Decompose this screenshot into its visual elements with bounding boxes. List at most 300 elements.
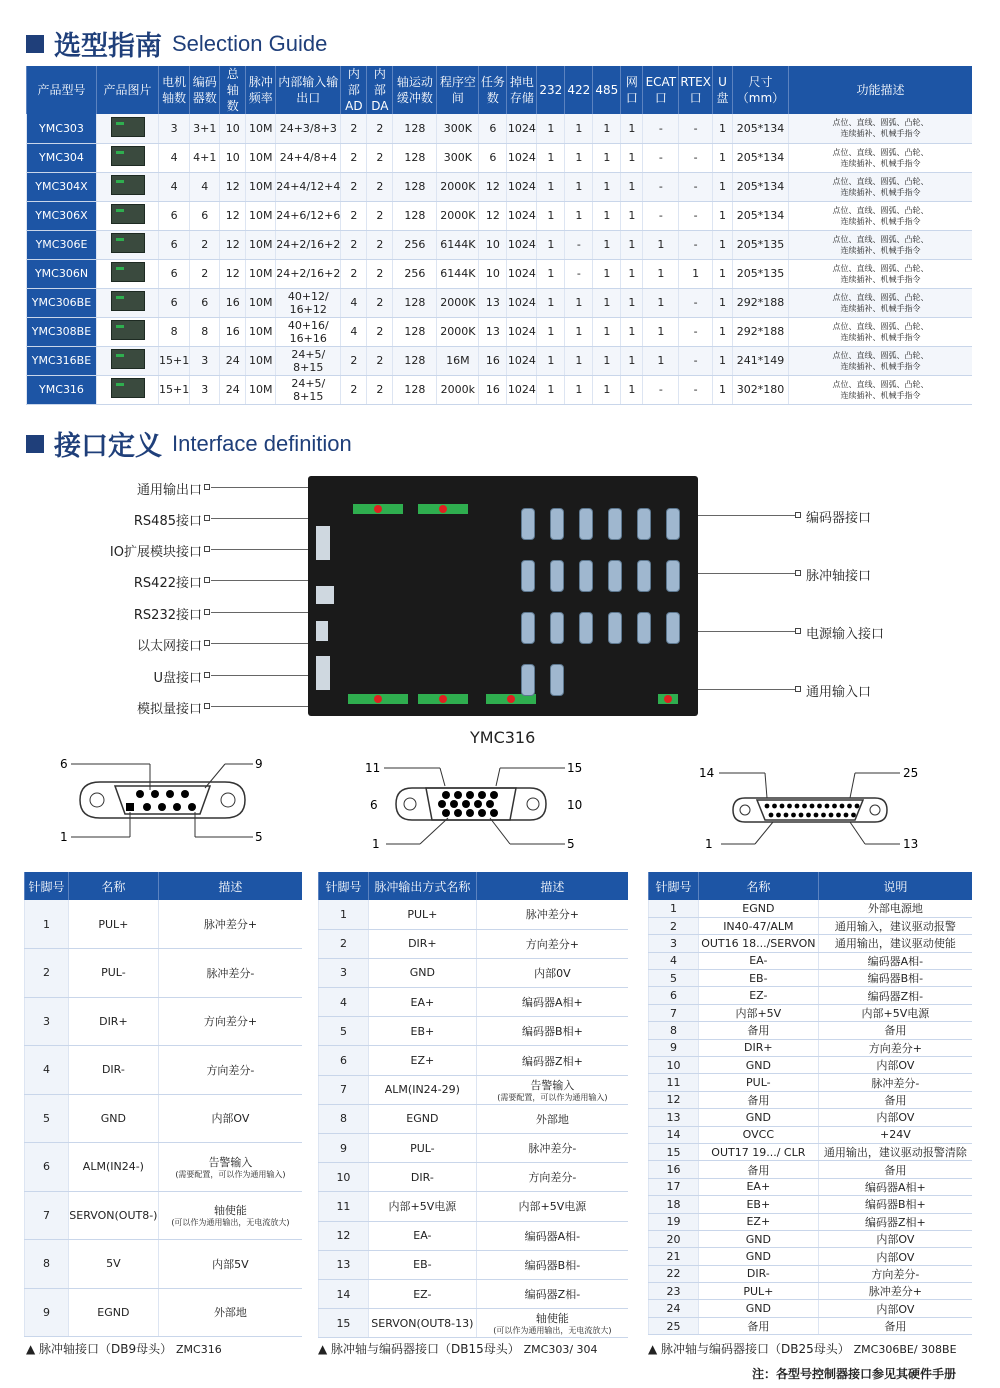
pin-description-text: 通用输入，建议驱动报警 [834,920,956,934]
pin-number: 2 [649,917,699,934]
pin-number: 5 [25,1094,69,1143]
pin-description [476,1279,628,1308]
db9-pin-label: 9 [255,757,263,771]
leader-line [211,518,311,519]
pin-row [319,1221,629,1250]
spec-cell: 300K [437,114,479,143]
spec-cell: 16 [479,375,507,404]
pin-row [319,1134,629,1163]
spec-cell: 1 [621,346,643,375]
pin-table-header: 名称 [68,872,158,900]
d-sub-connector [521,664,535,696]
spec-cell: 1 [593,201,621,230]
spec-cell: 3 [190,375,220,404]
left-interface-label: RS422接口 [133,576,202,591]
pin-row [649,1300,973,1317]
pin-row [649,970,973,987]
pin-description [476,1134,628,1163]
pin-description-text: 编码器B相+ [865,1198,926,1212]
spec-cell: 128 [393,375,437,404]
pin-description-text: 告警输入 [530,1078,575,1092]
pin-description [158,1094,302,1143]
terminal-marker [664,695,672,703]
selection-header-cell: 脉冲频率 [246,66,276,114]
product-thumbnail [111,291,145,311]
pin-row [319,1046,629,1075]
spec-cell: - [565,259,593,288]
pin-description-text: 外部地 [213,1306,247,1320]
spec-cell: 2000K [437,288,479,317]
selection-header-cell: 产品型号 [27,66,97,114]
spec-cell: 2 [341,375,367,404]
db15-caption: ▲ 脉冲轴与编码器接口（DB15母头） ZMC303/ 304 [318,1342,598,1356]
spec-cell: 205*134 [732,143,788,172]
pin-description [818,987,972,1004]
product-image-cell [97,201,159,230]
pin-description-note: (需要配置，可以作为通用输入) [175,1169,286,1179]
spec-cell: 2 [341,201,367,230]
spec-cell: 24+2/16+2 [276,259,341,288]
pin-row [649,1230,973,1247]
d-sub-connector [608,508,622,540]
pin-description [818,1039,972,1056]
pin-description [476,1104,628,1133]
spec-cell: 2 [367,346,393,375]
spec-cell: 256 [393,230,437,259]
pin-number: 2 [25,949,69,998]
pin-description [476,1221,628,1250]
spec-cell: 241*149 [732,346,788,375]
spec-cell: 4 [159,172,190,201]
pin-name: DIR- [368,1163,476,1192]
pin-row [319,929,629,958]
pin-name: ALM(IN24-29) [368,1075,476,1104]
db9-pin-label: 5 [255,830,263,844]
pin-row [649,987,973,1004]
pin-number: 6 [319,1046,369,1075]
spec-cell: 1 [621,201,643,230]
spec-cell: 1024 [507,143,537,172]
pin-description [476,929,628,958]
pin-description-text: 备用 [884,1163,907,1177]
pin-name: IN40-47/ALM [698,917,818,934]
pin-description-text: 内部OV [876,1250,915,1264]
pin-description [818,1265,972,1282]
selection-row [27,375,973,404]
pin-description [818,1248,972,1265]
pin-description-text: 脉冲差分+ [868,1285,922,1299]
pin-row [649,952,973,969]
pin-description-text: 脉冲差分- [871,1076,920,1090]
spec-cell: 4 [190,172,220,201]
pin-description-text: 方向差分+ [203,1015,258,1029]
db25-pin [780,804,785,809]
pin-description-text: 编码器Z相+ [522,1054,583,1068]
d-sub-connector [550,664,564,696]
spec-cell: 1 [621,172,643,201]
pin-table-header: 针脚号 [25,872,69,900]
pin-description [818,1178,972,1195]
pin-description [818,1143,972,1160]
spec-cell: 1024 [507,317,537,346]
pin-row [319,1017,629,1046]
spec-cell: 10M [246,375,276,404]
spec-cell: 1 [593,346,621,375]
spec-cell: 1 [593,172,621,201]
spec-cell: - [643,114,679,143]
pin-row [319,958,629,987]
pin-description [476,988,628,1017]
pin-description-text: 编码器Z相+ [865,1215,926,1229]
pin-name: ALM(IN24-) [68,1143,158,1192]
spec-cell: 12 [220,230,246,259]
product-thumbnail [111,320,145,340]
pin-description-text: 编码器A相- [867,954,924,968]
spec-cell: - [679,201,713,230]
pin-number: 8 [319,1104,369,1133]
selection-header-cell: 产品图片 [97,66,159,114]
pin-table-header: 针脚号 [319,872,369,900]
spec-cell: 6144K [437,230,479,259]
db25-pin [829,813,834,818]
spec-cell: 10M [246,288,276,317]
spec-cell: 128 [393,288,437,317]
pin-description-text: 内部OV [876,1059,915,1073]
model-cell: YMC308BE [27,317,97,346]
spec-cell: 2000k [437,375,479,404]
product-thumbnail [111,378,145,398]
spec-cell: 1 [712,230,732,259]
spec-cell: 1024 [507,346,537,375]
pin-name: EA+ [698,1178,818,1195]
title-square-icon [26,35,44,53]
pin-name: PUL+ [68,900,158,949]
model-cell: YMC316 [27,375,97,404]
pin-number: 18 [649,1196,699,1213]
model-cell: YMC306X [27,201,97,230]
db25-pin-label: 25 [903,766,919,780]
spec-cell: 1 [537,346,565,375]
function-text: 连续插补、机械手指令 [840,274,921,284]
spec-cell: 8 [159,317,190,346]
pin-description [818,1300,972,1317]
pin-number: 1 [319,900,369,929]
label-marker [795,512,801,518]
spec-cell: 1024 [507,375,537,404]
d-sub-connector [637,612,651,644]
selection-header-cell: 功能描述 [788,66,972,114]
product-image-cell [97,172,159,201]
pin-row [25,1288,303,1337]
pin-description-text: 编码器A相+ [522,996,583,1010]
pin-description [476,900,628,929]
spec-cell: 6 [190,288,220,317]
pin-description [818,1057,972,1074]
d-sub-connector [666,508,680,540]
function-text: 连续插补、机械手指令 [840,216,921,226]
spec-cell: 2000K [437,317,479,346]
pin-row [319,900,629,929]
pin-number: 20 [649,1230,699,1247]
function-text: 点位、直线、圆弧、凸轮、 [832,118,929,128]
pin-row [319,1192,629,1221]
pin-name: GND [698,1057,818,1074]
pin-number: 1 [649,900,699,917]
d-sub-connector [608,560,622,592]
db25-pin [847,804,852,809]
spec-cell: 128 [393,172,437,201]
spec-cell: 1 [593,317,621,346]
db25-pin-label: 14 [699,766,715,780]
db25-pin [836,813,841,818]
spec-cell: 1 [537,375,565,404]
function-text: 点位、直线、圆弧、凸轮、 [832,379,929,389]
spec-cell: 12 [479,201,507,230]
spec-cell: 1 [565,201,593,230]
spec-cell: 24+4/12+4 [276,172,341,201]
pin-name: EA+ [368,988,476,1017]
label-marker [204,640,210,646]
pin-row [649,935,973,952]
db25-pin [855,804,860,809]
db15-pin-label: 6 [370,798,378,812]
pin-name: EB- [368,1250,476,1279]
spec-cell: 1 [593,259,621,288]
pin-description [818,935,972,952]
spec-cell: 24+6/12+6 [276,201,341,230]
spec-cell: 1 [565,317,593,346]
model-cell: YMC304X [27,172,97,201]
pin-number: 12 [319,1221,369,1250]
left-interface-label: 以太网接口 [136,639,202,654]
pin-name: EZ+ [368,1046,476,1075]
pin-description-text: 外部地 [535,1112,569,1126]
d-sub-connector [666,560,680,592]
pin-description [158,949,302,998]
spec-cell: 10M [246,114,276,143]
spec-cell: 1 [565,114,593,143]
pin-number: 1 [25,900,69,949]
db25-pin [791,813,796,818]
spec-cell: 24+5/ 8+15 [276,375,341,404]
product-image-cell [97,114,159,143]
db25-pin [821,813,826,818]
spec-cell: 1 [565,375,593,404]
spec-cell: 1 [537,143,565,172]
db25-pin [825,804,830,809]
product-thumbnail [111,262,145,282]
pin-name: GND [698,1300,818,1317]
pin-number: 12 [649,1091,699,1108]
pin-number: 16 [649,1161,699,1178]
db25-pin [795,804,800,809]
spec-cell: 8 [190,317,220,346]
pin-name: PUL- [68,949,158,998]
pin-row [25,1046,303,1095]
db9-pin-label: 1 [60,830,68,844]
product-thumbnail [111,233,145,253]
function-cell [788,346,972,375]
pin-description-text: 编码器Z相- [867,989,924,1003]
selection-header-cell: 网口 [621,66,643,114]
selection-header-cell: 电机轴数 [159,66,190,114]
db25-pin [769,813,774,818]
spec-cell: 128 [393,114,437,143]
model-cell: YMC303 [27,114,97,143]
spec-cell: 1 [679,259,713,288]
pin-name: EZ- [698,987,818,1004]
db25-pin [817,804,822,809]
pin-name: EZ- [368,1279,476,1308]
db15-pin-label: 5 [567,837,575,851]
pin-description-note: (可以作为通用输出，无电流放大) [493,1326,612,1336]
pin-row [25,949,303,998]
pin-description [818,1230,972,1247]
spec-cell: 256 [393,259,437,288]
spec-cell: - [643,375,679,404]
d-sub-connector [579,612,593,644]
spec-cell: 1 [537,288,565,317]
db25-pin [772,804,777,809]
pin-description-note: (需要配置，可以作为通用输入) [497,1092,608,1102]
pin-description [818,1074,972,1091]
pin-description [476,1046,628,1075]
pin-description [818,970,972,987]
pin-table-header: 名称 [698,872,818,900]
selection-row [27,201,973,230]
pin-row [319,1163,629,1192]
spec-cell: 300K [437,143,479,172]
pin-description-text: 内部OV [876,1111,915,1125]
spec-cell: 1 [643,230,679,259]
pin-name: EA- [698,952,818,969]
label-marker [795,628,801,634]
terminal-marker [439,695,447,703]
spec-cell: 4 [159,143,190,172]
db25-pin [776,813,781,818]
spec-cell: 1 [593,375,621,404]
pin-description-text: 内部OV [876,1233,915,1247]
spec-cell: 10M [246,230,276,259]
spec-cell: 15+1 [159,375,190,404]
pin-description-text: +24V [880,1128,911,1142]
spec-cell: 1 [712,114,732,143]
d-sub-connector [666,612,680,644]
pin-row [319,1104,629,1133]
selection-row [27,317,973,346]
selection-header-cell: 485 [593,66,621,114]
leader-line [211,487,311,488]
leader-line [211,580,311,581]
spec-cell: 4+1 [190,143,220,172]
pin-number: 15 [649,1143,699,1160]
pin-description-text: 方向差分- [528,1171,577,1185]
pin-name: DIR+ [68,997,158,1046]
selection-header-cell: 尺寸（mm） [732,66,788,114]
function-cell [788,172,972,201]
spec-cell: 1 [621,317,643,346]
pin-row [25,1240,303,1289]
pin-description-text: 脉冲差分- [206,966,255,980]
pin-description [476,1075,628,1104]
label-marker [795,570,801,576]
spec-cell: 13 [479,288,507,317]
pin-table-header: 脉冲输出方式名称 [368,872,476,900]
pin-number: 3 [319,958,369,987]
pin-description [818,1004,972,1021]
pin-description-text: 方向差分- [871,1267,920,1281]
spec-cell: 3 [159,114,190,143]
d-sub-connector [550,560,564,592]
right-interface-label: 电源输入接口 [806,627,885,642]
pin-description [818,917,972,934]
db9-pin-table [24,872,302,1337]
spec-cell: 10M [246,172,276,201]
spec-cell: 128 [393,143,437,172]
pin-row [25,997,303,1046]
leader-line [690,631,795,632]
spec-cell: 13 [479,317,507,346]
pin-description-text: 内部0V [534,966,571,980]
pin-table-header: 描述 [158,872,302,900]
pin-description [818,1091,972,1108]
spec-cell: 1 [621,288,643,317]
pin-description [818,1161,972,1178]
function-text: 连续插补、机械手指令 [840,158,921,168]
terminal-marker [439,505,447,513]
db25-pin [765,804,770,809]
pin-row [649,1126,973,1143]
db25-pin-label: 1 [705,837,713,851]
product-image-cell [97,288,159,317]
pin-number: 13 [319,1250,369,1279]
function-text: 点位、直线、圆弧、凸轮、 [832,350,929,360]
pin-row [649,1161,973,1178]
pin-name: EA- [368,1221,476,1250]
selection-header-cell: 422 [565,66,593,114]
pin-number: 5 [649,970,699,987]
spec-cell: - [679,114,713,143]
product-thumbnail [111,146,145,166]
spec-cell: 2 [367,288,393,317]
pin-description [818,1317,972,1334]
left-interface-label: IO扩展模块接口 [109,545,202,560]
pin-description-note: (可以作为通用输出，无电流放大) [171,1218,290,1228]
spec-cell: 1 [537,172,565,201]
spec-cell: 292*188 [732,288,788,317]
pin-description [818,1109,972,1126]
d-sub-connector [521,560,535,592]
spec-cell: - [679,143,713,172]
db25-pin-table [648,872,972,1335]
function-cell [788,230,972,259]
pin-number: 4 [319,988,369,1017]
spec-cell: 10M [246,143,276,172]
spec-cell: 128 [393,346,437,375]
spec-cell: 3+1 [190,114,220,143]
side-port [316,586,334,604]
spec-cell: 10 [220,143,246,172]
spec-cell: 1024 [507,288,537,317]
spec-cell: 1 [712,143,732,172]
selection-header-cell: 编码器数 [190,66,220,114]
pin-description [476,1163,628,1192]
spec-cell: 24+2/16+2 [276,230,341,259]
pin-number: 4 [25,1046,69,1095]
leader-line [690,573,795,574]
spec-cell: 6 [479,143,507,172]
function-cell [788,259,972,288]
